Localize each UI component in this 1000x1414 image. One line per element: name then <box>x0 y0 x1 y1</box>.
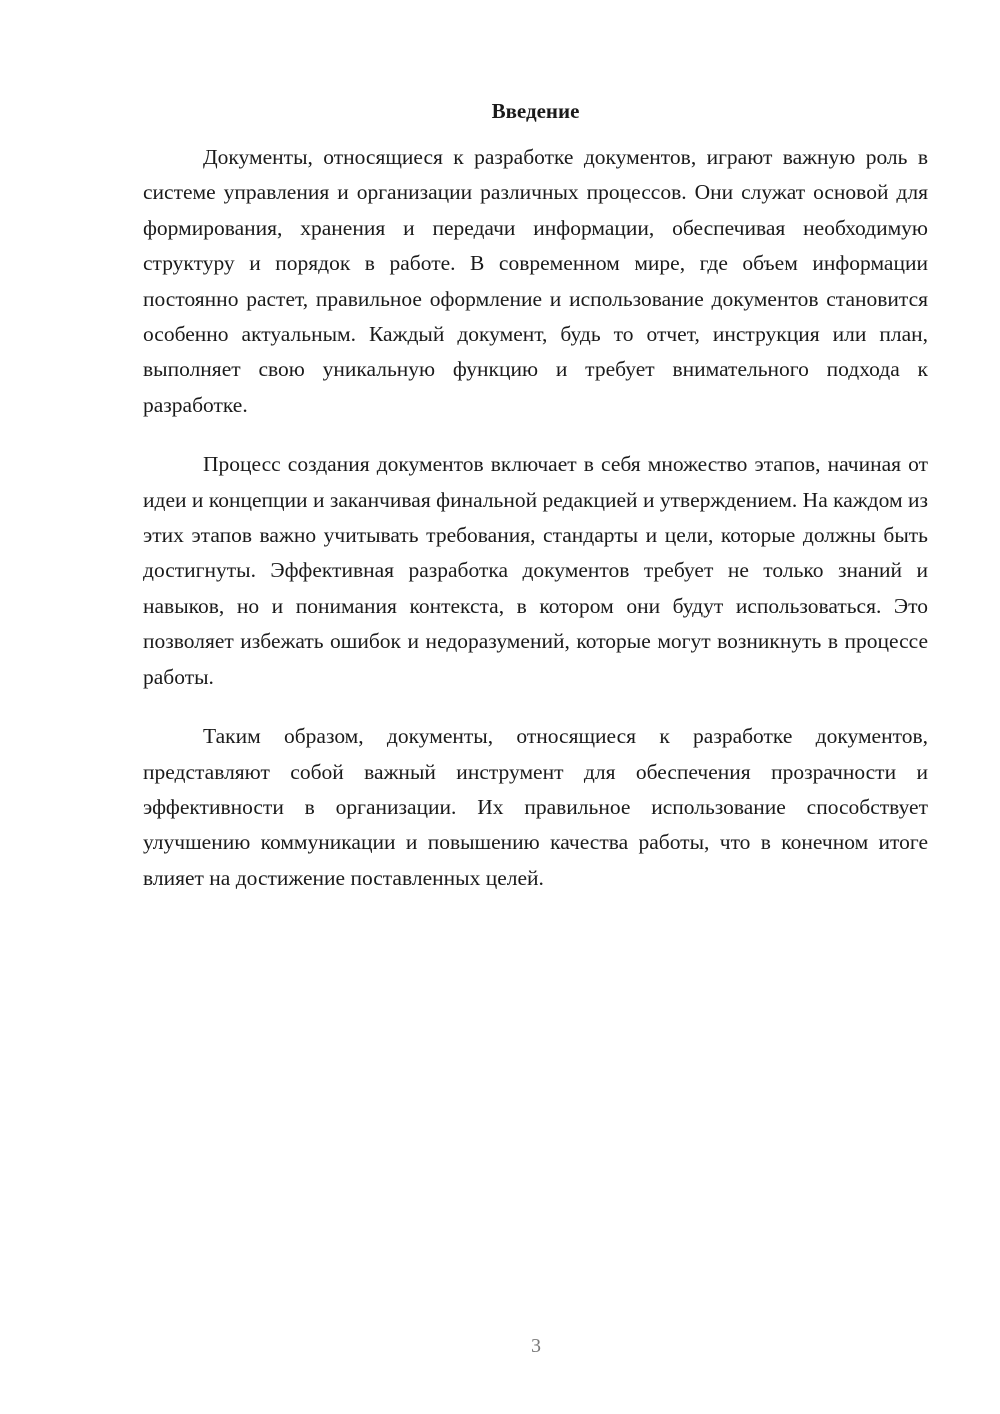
paragraph-1: Документы, относящиеся к разработке документов, играют важную роль в системе управления и организации различных процессов. Они служат основой для формирования, хранения и передачи информации, обеспечивая необходимую структуру и порядок в работе. В современном мире, где объем информации постоянно растет, правильное оформление и использование документов становится особенно актуальным. Каждый документ, будь то отчет, инструкция или план, выполняет свою уникальную функцию и требует внимательного подхода к разработке. <box>143 145 928 417</box>
paragraph-3: Таким образом, документы, относящиеся к разработке документов, представляют собой важный инструмент для обеспечения прозрачности и эффективности в организации. Их правильное использование способствует улучшению коммуникации и повышению качества работы, что в конечном итоге влияет на достижение поставленных целей. <box>143 724 928 890</box>
paragraph-2: Процесс создания документов включает в себя множество этапов, начиная от идеи и концепции и заканчивая финальной редакцией и утверждением. На каждом из этих этапов важно учитывать требования, стандарты и цели, которые должны быть достигнуты. Эффективная разработка документов требует не только знаний и навыков, но и понимания контекста, в котором они будут использоваться. Это позволяет избежать ошибок и недоразумений, которые могут возникнуть в процессе работы. <box>143 452 928 689</box>
section-title: Введение <box>491 99 580 123</box>
page-number: 3 <box>531 1335 541 1357</box>
page-content <box>143 96 928 920</box>
